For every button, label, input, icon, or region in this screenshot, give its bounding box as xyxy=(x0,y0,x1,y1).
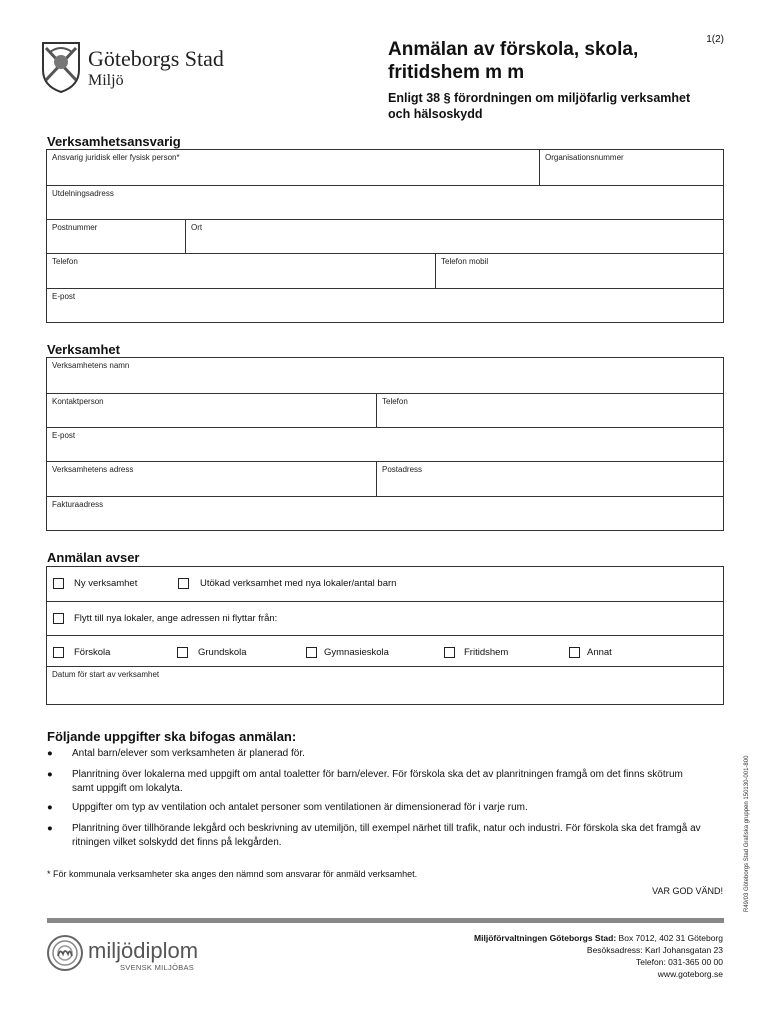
field-label: E-post xyxy=(52,431,76,440)
field-label: Utdelningsadress xyxy=(52,189,114,198)
page-number: 1(2) xyxy=(706,34,724,45)
subtitle-line-1: Enligt 38 § förordningen om miljöfarlig verksamhet xyxy=(388,91,691,105)
miljodiplom-tagline: SVENSK MILJÖBAS xyxy=(120,963,195,972)
bullet-icon: ● xyxy=(47,769,53,780)
field-label: Telefon mobil xyxy=(441,257,489,266)
business-name-field[interactable] xyxy=(47,358,723,394)
field-label: Ort xyxy=(191,223,203,232)
footer-org: Miljöförvaltningen Göteborgs Stad: xyxy=(474,933,617,943)
notification-box xyxy=(46,566,724,705)
label-extended-business: Utökad verksamhet med nya lokaler/antal barn xyxy=(200,578,397,589)
email-field[interactable] xyxy=(47,289,723,322)
phone-field[interactable] xyxy=(47,254,436,289)
business-box xyxy=(46,357,724,531)
print-code-text: R49/03 Göteborgs Stad Grafiska gruppen 150130-001-800 xyxy=(744,755,750,912)
business-email-field[interactable] xyxy=(47,428,723,462)
footer-divider xyxy=(47,918,724,923)
footer-visit-address: Besöksadress: Karl Johansgatan 23 xyxy=(586,945,723,955)
bullet-icon: ● xyxy=(47,823,53,834)
label-primary-school: Grundskola xyxy=(198,647,247,658)
label-new-business: Ny verksamhet xyxy=(74,578,138,589)
footer-box-address: Box 7012, 402 31 Göteborg xyxy=(616,933,723,943)
section-heading-business: Verksamhet xyxy=(47,342,120,357)
bullet-icon: ● xyxy=(47,748,53,759)
invoice-address-field[interactable] xyxy=(47,497,723,530)
print-code xyxy=(744,742,754,912)
label-preschool: Förskola xyxy=(74,647,111,658)
subtitle-line-2: och hälsoskydd xyxy=(388,107,483,121)
row-school-type xyxy=(47,636,723,667)
section-heading-attachments: Följande uppgifter ska bifogas anmälan: xyxy=(47,729,297,744)
field-label: Verksamhetens adress xyxy=(52,465,134,474)
list-item: Planritning över lokalerna med uppgift om antal toaletter för barn/elever. För förskola ska det av planritningen framgå om det finns skötrum samt uppgift om lokalyta. xyxy=(72,769,683,794)
contact-footer xyxy=(474,932,723,980)
list-item: Planritning över tillhörande lekgård och beskrivning av utemiljön, till exempel närhet till trafik, natur och industri. För förskola ska det framgå av ritningen vilket solskydd det finns på lekgården. xyxy=(72,823,701,848)
miljodiplom-logo xyxy=(46,934,226,980)
list-item: Uppgifter om typ av ventilation och antalet personer som ventilationen är dimensionerad för i varje rum. xyxy=(72,802,528,813)
miljodiplom-wordmark: miljödiplom xyxy=(88,938,199,963)
row-move xyxy=(47,602,723,636)
field-label: Kontaktperson xyxy=(52,397,104,406)
title-line-2: fritidshem m m xyxy=(388,62,525,83)
checkbox-leisure-center[interactable] xyxy=(444,647,455,658)
checkbox-new-business[interactable] xyxy=(53,578,64,589)
postal-address-field[interactable] xyxy=(47,186,723,220)
city-field[interactable] xyxy=(186,220,723,254)
checkbox-extended-business[interactable] xyxy=(178,578,189,589)
miljodiplom-mark-icon xyxy=(46,934,84,972)
checkbox-preschool[interactable] xyxy=(53,647,64,658)
label-move: Flytt till nya lokaler, ange adressen ni flyttar från: xyxy=(74,613,278,624)
business-address-field[interactable] xyxy=(47,462,377,497)
field-label: Telefon xyxy=(382,397,408,406)
turn-over-note: VAR GOD VÄND! xyxy=(652,886,723,896)
bullet-icon: ● xyxy=(47,802,53,813)
checkbox-secondary-school[interactable] xyxy=(306,647,317,658)
page-subtitle xyxy=(388,90,718,122)
footer-line-1 xyxy=(474,932,723,944)
goteborgs-stad-logo xyxy=(40,40,245,100)
label-other: Annat xyxy=(587,647,612,658)
field-label: Verksamhetens namn xyxy=(52,361,130,370)
field-label: Fakturaadress xyxy=(52,500,104,509)
field-label: Postadress xyxy=(382,465,423,474)
row-type xyxy=(47,567,723,602)
field-label: Telefon xyxy=(52,257,78,266)
field-label: E-post xyxy=(52,292,76,301)
city-crest-icon xyxy=(40,40,82,94)
label-secondary-school: Gymnasieskola xyxy=(324,647,389,658)
page-title xyxy=(388,38,708,84)
postcode-field[interactable] xyxy=(47,220,186,254)
checkbox-other[interactable] xyxy=(569,647,580,658)
business-postal-field[interactable] xyxy=(377,462,723,497)
footer-phone: Telefon: 031-365 00 00 xyxy=(636,957,723,967)
field-label: Postnummer xyxy=(52,223,98,232)
mobile-field[interactable] xyxy=(436,254,723,289)
field-label: Organisationsnummer xyxy=(545,153,624,162)
business-phone-field[interactable] xyxy=(377,394,723,428)
checkbox-move[interactable] xyxy=(53,613,64,624)
footnote: * För kommunala verksamheter ska anges den nämnd som ansvarar för anmäld verksamhet. xyxy=(47,869,418,879)
org-name: Göteborgs Stad xyxy=(88,46,224,71)
title-line-1: Anmälan av förskola, skola, xyxy=(388,39,639,60)
contact-person-field[interactable] xyxy=(47,394,377,428)
section-heading-responsible: Verksamhetsansvarig xyxy=(47,134,181,149)
label-leisure-center: Fritidshem xyxy=(464,647,509,658)
responsible-party-box xyxy=(46,149,724,323)
start-date-field[interactable] xyxy=(47,667,723,704)
section-heading-notification: Anmälan avser xyxy=(47,550,140,565)
field-label: Datum för start av verksamhet xyxy=(52,670,160,679)
checkbox-primary-school[interactable] xyxy=(177,647,188,658)
list-item: Antal barn/elever som verksamheten är planerad för. xyxy=(72,748,305,759)
footer-website-link[interactable]: www.goteborg.se xyxy=(657,969,723,979)
org-department: Miljö xyxy=(88,72,124,89)
responsible-person-field[interactable] xyxy=(47,150,540,186)
field-label: Ansvarig juridisk eller fysisk person* xyxy=(52,153,180,162)
org-number-field[interactable] xyxy=(540,150,723,186)
